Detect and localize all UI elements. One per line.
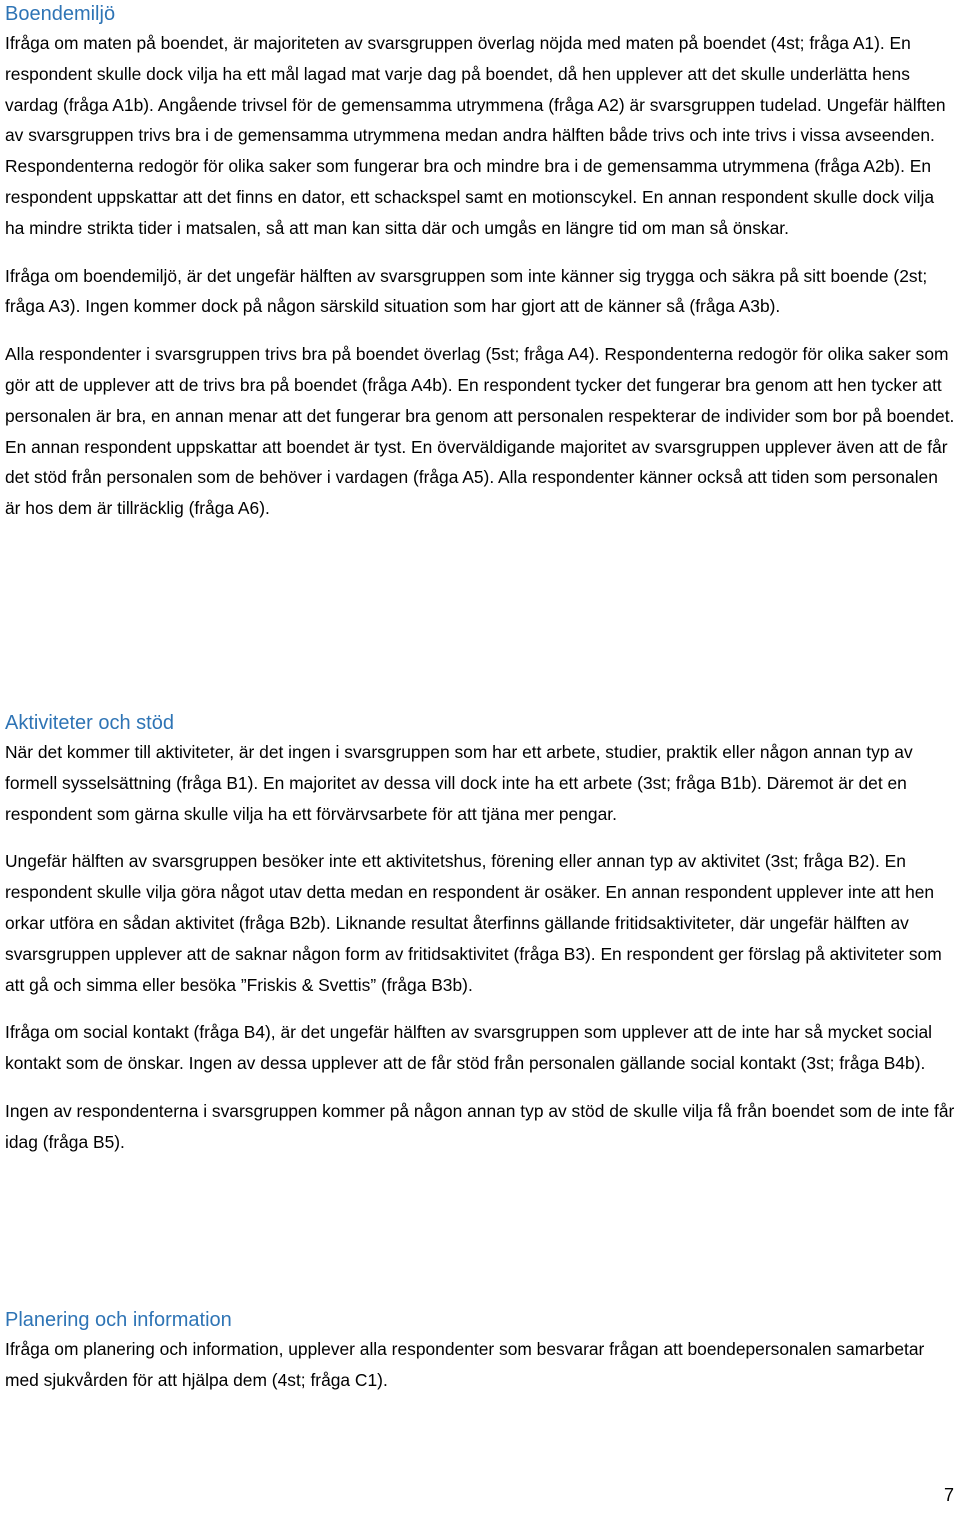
paragraph: Alla respondenter i svarsgruppen trivs bra på boendet överlag (5st; fråga A4). Respondenterna redogör för olika saker som gör att de upplever att de trivs bra på boendet (fråga A4b). En respondent tycker det fungerar bra genom att hen tycker att personalen är bra, en annan menar att det fungerar bra genom att personalen respekterar de individer som bor på boendet. En annan respondent uppskattar att boendet är tyst. En överväldigande majoritet av svarsgruppen upplever även att de får det stöd från personalen som de behöver i vardagen (fråga A5). Alla respondenter känner också att tiden som personalen är hos dem är tillräcklig (fråga A6). [5, 344, 955, 519]
paragraph: Ifråga om planering och information, upplever alla respondenter som besvarar frågan att boendepersonalen samarbetar med sjukvården för att hjälpa dem (4st; fråga C1). [5, 1339, 925, 1390]
paragraph: Ifråga om maten på boendet, är majoriteten av svarsgruppen överlag nöjda med maten på boendet (4st; fråga A1). En respondent skulle dock vilja ha ett mål lagad mat varje dag på boendet, då hen upplever att det skulle underlätta hens vardag (fråga A1b). Angående trivsel för de gemensamma utrymmena (fråga A2) är svarsgruppen tudelad. Ungefär hälften av svarsgruppen trivs bra i de gemensamma utrymmena medan andra hälften både trivs och inte trivs i vissa avseenden. Respondenterna redogör för olika saker som fungerar bra och mindre bra i de gemensamma utrymmena (fråga A2b). En respondent uppskattar att det finns en dator, ett schackspel samt en motionscykel. En annan respondent skulle dock vilja ha mindre strikta tider i matsalen, så att man kan sitta där och umgås en längre tid om man så önskar. [5, 33, 946, 238]
section-heading: Aktiviteter och stöd [5, 712, 174, 734]
section-heading: Boendemiljö [5, 3, 116, 25]
page-number: 7 [943, 1485, 954, 1505]
section-boendemiljo [5, 0, 955, 524]
paragraph: Ungefär hälften av svarsgruppen besöker inte ett aktivitetshus, förening eller annan typ av aktivitet (3st; fråga B2). En respondent skulle vilja göra något utav detta medan en respondent är osäker. En annan respondent upplever inte att hen orkar utföra en sådan aktivitet (fråga B2b). Liknande resultat återfinns gällande fritidsaktiviteter, där ungefär hälften av svarsgruppen upplever att de saknar någon form av fritidsaktivitet (fråga B3). En respondent ger förslag på aktiviteter som att gå och simma eller besöka ”Friskis & Svettis” (fråga B3b). [5, 851, 942, 995]
paragraph: Ingen av respondenterna i svarsgruppen kommer på någon annan typ av stöd de skulle vilja få från boendet som de inte får idag (fråga B5). [5, 1100, 955, 1152]
paragraph: Ifråga om boendemiljö, är det ungefär hälften av svarsgruppen som inte känner sig trygga och säkra på sitt boende (2st; fråga A3). Ingen kommer dock på någon särskild situation som har gjort att de känner så (fråga A3b). [5, 265, 928, 317]
section-planering-och-information [5, 1307, 955, 1396]
paragraph: Ifråga om social kontakt (fråga B4), är det ungefär hälften av svarsgruppen som upplever att de inte har så mycket social kontakt som de önskar. Ingen av dessa upplever att de får stöd från personalen gällande social kontakt (3st; fråga B4b). [5, 1022, 933, 1074]
section-heading: Planering och information [5, 1309, 232, 1331]
section-aktiviteter-och-stod [5, 710, 955, 1158]
paragraph: När det kommer till aktiviteter, är det ingen i svarsgruppen som har ett arbete, studier, praktik eller någon annan typ av formell sysselsättning (fråga B1). En majoritet av dessa vill dock inte ha ett arbete (3st; fråga B1b). Däremot är det en respondent som gärna skulle vilja ha ett förvärvsarbete för att tjäna mer pengar. [5, 742, 913, 824]
